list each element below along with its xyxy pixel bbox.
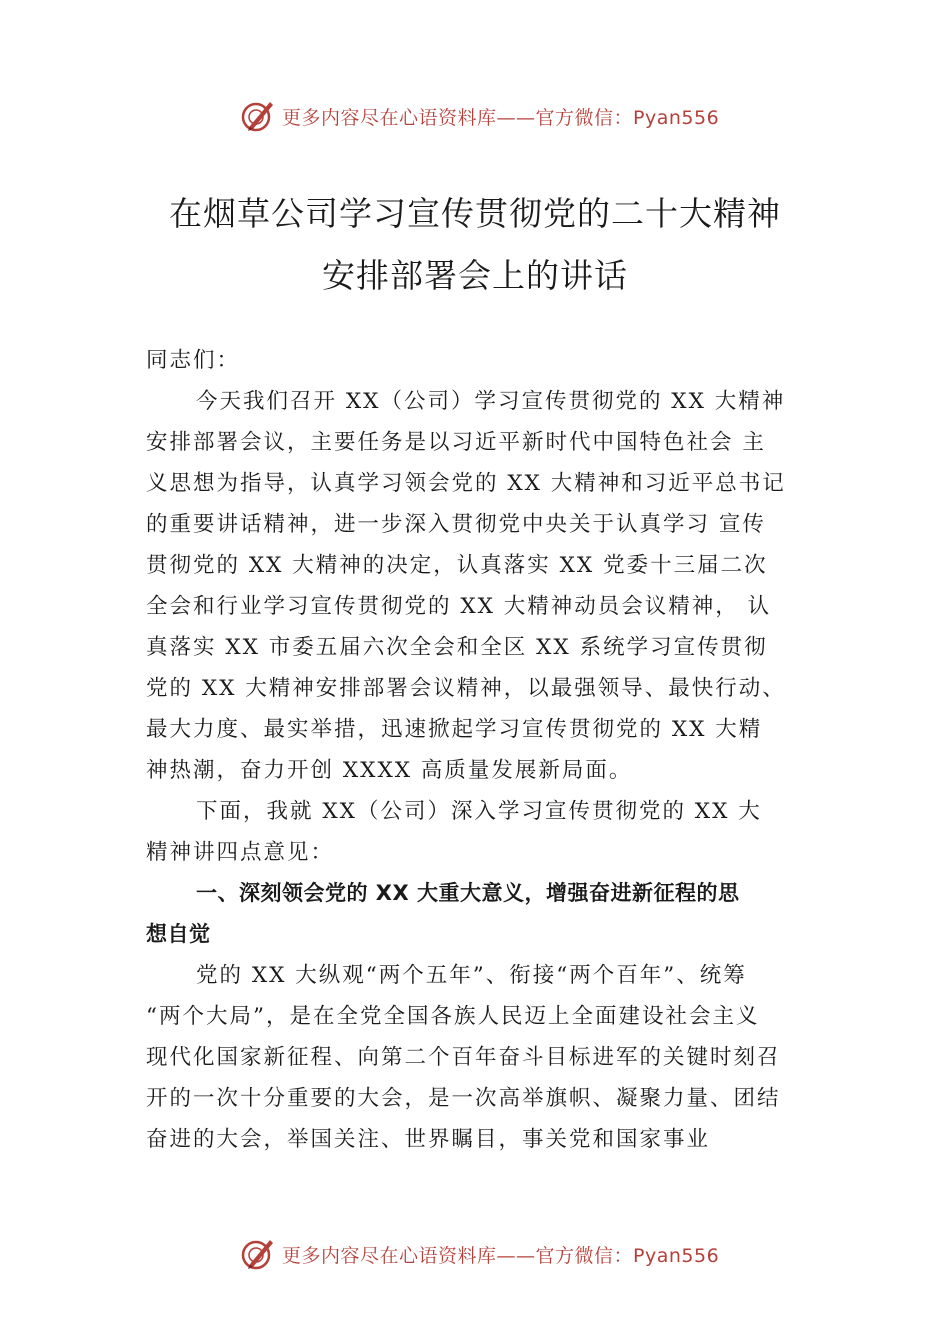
salutation: 同志们： — [146, 348, 241, 373]
paragraph-line: 贯彻党的 XX 大精神的决定，认真落实 XX 党委十三届二次 — [146, 553, 768, 578]
paragraph-line: 今天我们召开 XX（公司）学习宣传贯彻党的 XX 大精神 — [196, 389, 786, 414]
pen-logo-icon — [240, 98, 276, 134]
paragraph-line: 精神讲四点意见： — [146, 840, 335, 865]
paragraph-line: 安排部署会议，主要任务是以习近平新时代中国特色社会 主 — [146, 430, 766, 455]
document-title-line-2: 安排部署会上的讲话 — [322, 256, 628, 295]
paragraph-line: 奋进的大会，举国关注、世界瞩目，事关党和国家事业 — [146, 1127, 711, 1152]
paragraph-line: 义思想为指导，认真学习领会党的 XX 大精神和习近平总书记 — [146, 471, 786, 496]
paragraph-line: 全会和行业学习宣传贯彻党的 XX 大精神动员会议精神， 认 — [146, 594, 772, 619]
paragraph-line: 真落实 XX 市委五届六次全会和全区 XX 系统学习宣传贯彻 — [146, 635, 768, 660]
section-heading: 一、深刻领会党的 XX 大重大意义，增强奋进新征程的思 — [196, 881, 740, 905]
section-heading: 想自觉 — [146, 922, 211, 946]
watermark-banner-top — [0, 96, 950, 136]
paragraph-line: 最大力度、最实举措，迅速掀起学习宣传贯彻党的 XX 大精 — [146, 717, 763, 742]
paragraph-line: 下面，我就 XX（公司）深入学习宣传贯彻党的 XX 大 — [196, 799, 762, 824]
paragraph-line: 党的 XX 大纵观“两个五年”、衔接“两个百年”、统筹 — [196, 963, 747, 988]
paragraph-line: 的重要讲话精神，进一步深入贯彻党中央关于认真学习 宣传 — [146, 512, 766, 537]
watermark-text: 更多内容尽在心语资料库——官方微信：Pyan556 — [282, 106, 720, 129]
watermark-text: 更多内容尽在心语资料库——官方微信：Pyan556 — [282, 1244, 720, 1267]
document-body — [146, 340, 836, 1160]
paragraph-line: 开的一次十分重要的大会，是一次高举旗帜、凝聚力量、团结 — [146, 1086, 781, 1111]
pen-logo-icon — [240, 1236, 276, 1272]
paragraph-line: “两个大局”，是在全党全国各族人民迈上全面建设社会主义 — [146, 1004, 760, 1029]
paragraph-line: 党的 XX 大精神安排部署会议精神，以最强领导、最快行动、 — [146, 676, 786, 701]
paragraph-line: 现代化国家新征程、向第二个百年奋斗目标进军的关键时刻召 — [146, 1045, 781, 1070]
watermark-banner-bottom — [0, 1234, 950, 1274]
paragraph-line: 神热潮，奋力开创 XXXX 高质量发展新局面。 — [146, 758, 633, 783]
document-title-line-1: 在烟草公司学习宣传贯彻党的二十大精神 — [169, 194, 781, 233]
